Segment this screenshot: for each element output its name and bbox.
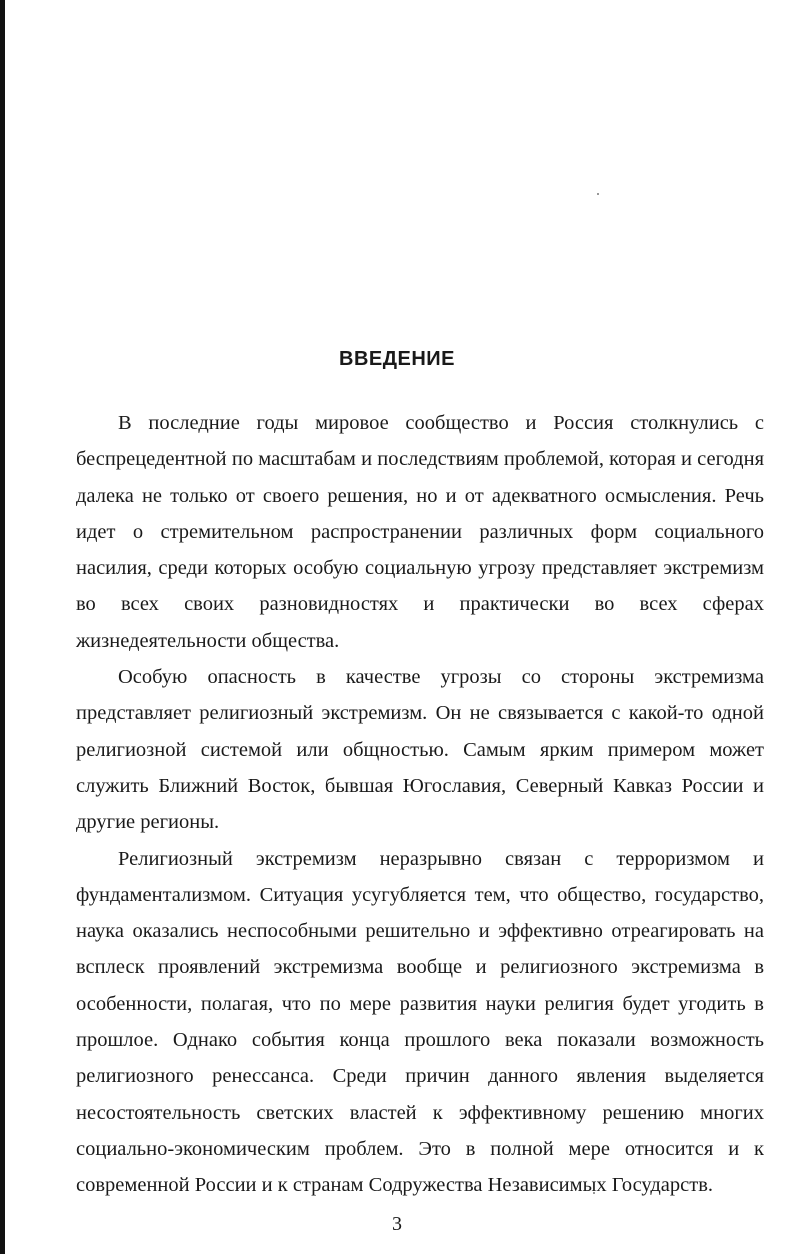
body-text — [76, 405, 764, 1204]
paragraph: Особую опасность в качестве угрозы со стороны экстремизма представляет религиозный экстремизм. Он не связывается с какой-то одной религиозной системой или общностью. Самым ярким примером может служить Ближний Восток, бывшая Югославия, Северный Кавказ России и другие регионы. — [76, 666, 764, 834]
scan-edge — [0, 0, 5, 1254]
paragraph: Религиозный экстремизм неразрывно связан с терроризмом и фундаментализмом. Ситуация усугубляется тем, что общество, государство, наука оказались неспособными решительно и эффективно отреагировать на всплеск проявлений экстремизма вообще и религиозного экстремизма в особенности, полагая, что по мере развития науки религия будет угодить в прошлое. Однако события конца прошлого века показали возможность религиозного ренессанса. Среди причин данного явления выделяется несостоятельность светских властей к эффективному решению многих социально-экономическим проблем. Это в полной мере относится и к современной России и к странам Содружества Независимых Государств. — [76, 847, 764, 1197]
scan-speck — [597, 193, 599, 195]
paragraph: В последние годы мировое сообщество и Россия столкнулись с беспрецедентной по масштабам и последствиям проблемой, которая и сегодня далека не только от своего решения, но и от адекватного осмысления. Речь идет о стремительном распространении различных форм социального насилия, среди которых особую социальную угрозу представляет экстремизм во всех своих разновидностях и практически во всех сферах жизнедеятельности общества. — [76, 412, 764, 652]
page-title: ВВЕДЕНИЕ — [339, 348, 455, 371]
page-number: 3 — [392, 1213, 402, 1235]
